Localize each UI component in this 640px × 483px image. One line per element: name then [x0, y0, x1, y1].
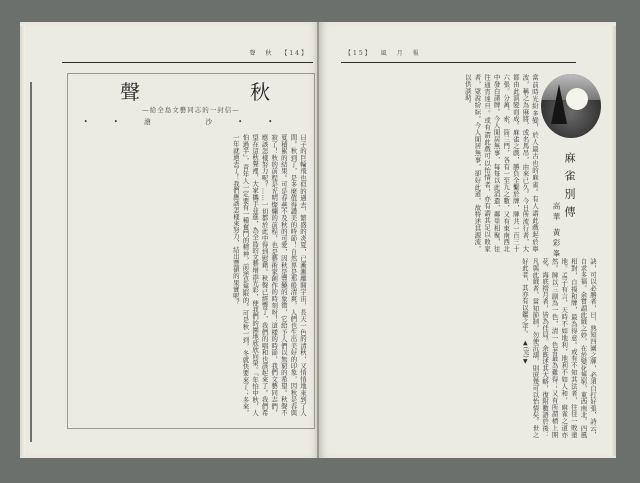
- title-char: 秋: [250, 80, 270, 104]
- binding-mark: [30, 82, 32, 442]
- article-subtitle: —給全島文藝同志的一封信—: [142, 106, 240, 114]
- author-prefix: 高華: [552, 202, 561, 223]
- article-title: [68, 76, 314, 104]
- right-running-header: [341, 48, 576, 62]
- end-mark: ▲(完)▼: [521, 339, 529, 366]
- page-number: 【15】: [345, 50, 373, 57]
- body-text: 訣，可以必勝者，日，熟知四圍之牌，必須自打好張，詩云，自求多福。余嘗謂此戲之妙，在於變化無窮，東西南北，四風相對，自摸和牌，最為得意。或有不知其法者，往往一敗塗地。孟子有言，天時不如地利，地利不如人和，麻雀之道亦然。牌以三副為一色，清一色者最為難得；又有所謂槓上開花、海底撈月者，皆為佳局。余既述其大略，復附數語於後：凡與此戲者，當知節制，勿使沉溺，則庶幾可以怡情矣。世之好此者，其亦有以鑑之乎。: [520, 258, 597, 438]
- page-number: 【14】: [281, 50, 309, 57]
- page-edge-right: [610, 26, 616, 456]
- article-author: [551, 202, 562, 260]
- landscape-emblem-icon: [541, 74, 601, 138]
- magazine-name: 風 月 報: [380, 50, 421, 57]
- left-page: [20, 22, 319, 458]
- tree-icon: [551, 84, 567, 124]
- article-title: 麻雀別傳: [563, 152, 576, 224]
- article-body-upper: 當前時光紛多變，於人最古也的麻雀。有人謂此戲起於寧波，稱之為麻將，或名馬吊，由來已久。今日所流行者，大都由此演變而成。麻雀之戲，勝負全繫於牌，牌共一百三十六張。分萬、索、筒三門，各有一至九之數，又有東南西北中發白諸牌。今人閒居無事，每每以此消遣，鄰里相聚，往往通宵達旦。或有謂此戲可以怡情者，亦有謂其足以敗家者，眾說紛紜。今人閒居無事，卻好此道，故特述其源流，以供談助。: [463, 74, 539, 252]
- running-title: 聲 秋: [249, 50, 274, 57]
- left-running-header: [62, 48, 313, 62]
- article-body-lower: [341, 258, 597, 438]
- sun-icon: [566, 88, 588, 110]
- page-edge-left: [20, 26, 25, 456]
- open-magazine: [20, 22, 616, 458]
- author-name: 黃彩峯: [552, 228, 561, 260]
- title-char: 聲: [120, 80, 140, 104]
- article-body: 日子的巨輪飛也似的過去，繁盛的炎夏，已漸漸離開宇宙，長天一色的清秋，又悄悄地來到了人間。秋到了，是多麼值得讚美的時節！自然界是那般清爽，人們也生出美好的印象，因秋是春與夏積累的結果。可是春燕不及秋的可愛，因秋是豐饒的象徵，它給予人們以無窮的希望。秋聲不寂了！秋的前程是光明燦爛的前程，也是藝術家創作的時刻呀！這樣的時節，我們文藝同志們，應該怎樣努力呢？……一切都於此中得到慰藉。秋聲已經響了，我們的唱和也該起來了。我們希望在這秋聲裡，大家攜手並進，為全島的文藝增添光彩，使我們的園地欣欣向榮。『年怕中秋，人怕過半』，青年人一定要有一種奮鬥的精神，前途是無限的。可是秋一到，冬就快要來了；多來，一年就過去了！我們應該怎樣來努力，結出豐碩的果實呢？: [231, 134, 307, 416]
- right-page: [319, 22, 616, 458]
- header-rule: [62, 62, 313, 63]
- article-byline: ••滄 沙••: [83, 118, 299, 126]
- header-rule: [341, 62, 576, 63]
- article-frame: [67, 73, 315, 429]
